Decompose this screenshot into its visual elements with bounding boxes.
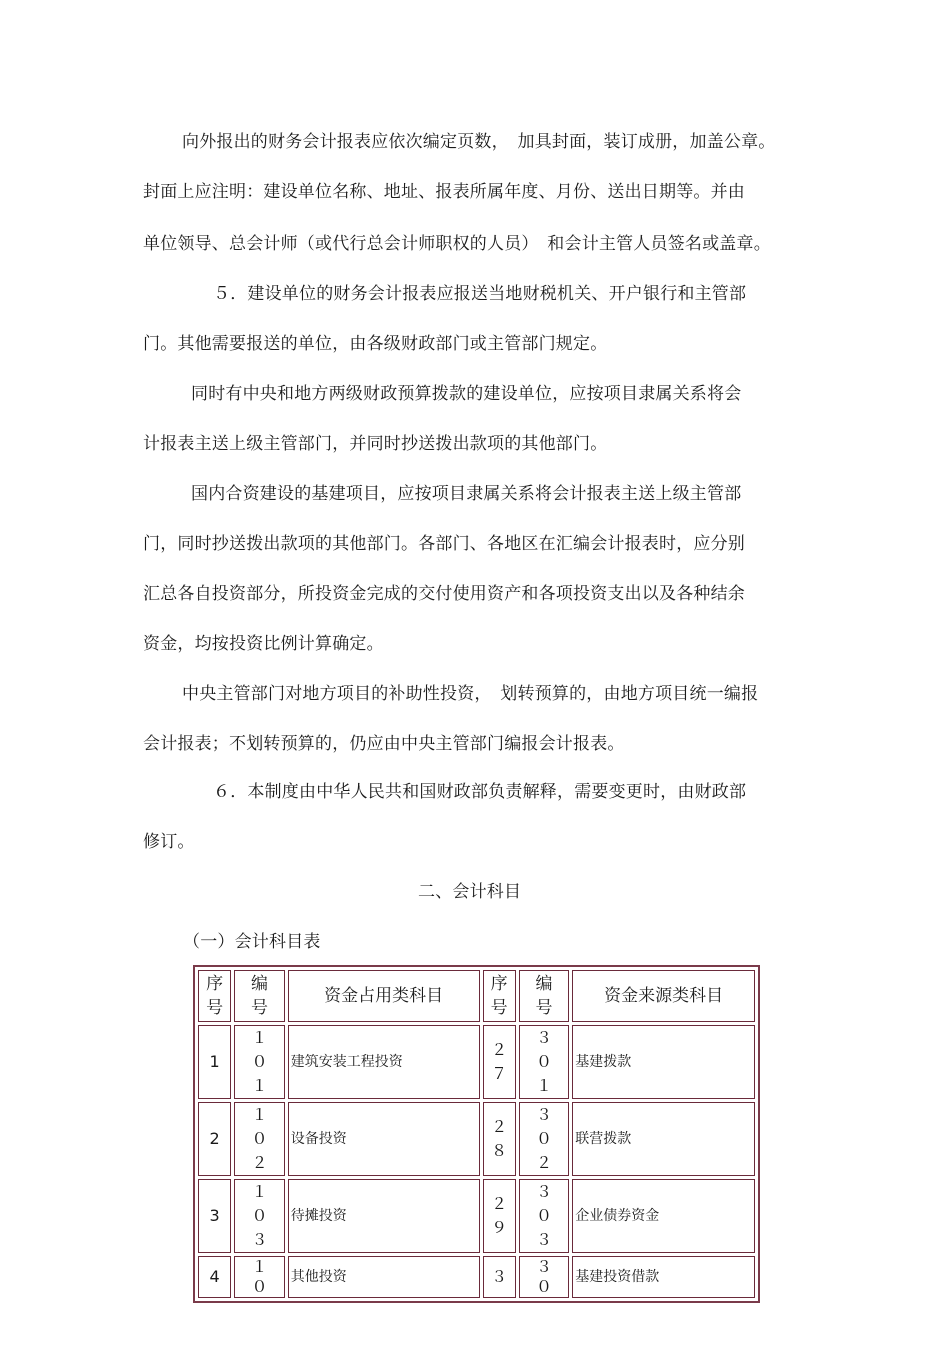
cell-seq: 1 <box>198 1025 231 1099</box>
cell-account-name: 联营拨款 <box>572 1102 755 1176</box>
cell-code: ３０ １ <box>519 1025 569 1099</box>
cell-account-name: 基建投资借款 <box>572 1256 755 1298</box>
cell-seq: ３ <box>483 1256 516 1298</box>
paragraph-line: 会计报表；不划转预算的，仍应由中央主管部门编报会计报表。 <box>143 734 625 754</box>
paragraph-line: 国内合资建设的基建项目，应按项目隶属关系将会计报表主送上级主管部 <box>191 484 742 504</box>
header-code: 编 号 <box>234 970 284 1022</box>
accounts-table <box>193 965 760 1303</box>
paragraph-line: 同时有中央和地方两级财政预算拨款的建设单位，应按项目隶属关系将会 <box>191 384 742 404</box>
paragraph-line: 修订。 <box>143 832 195 852</box>
paragraph-line: 向外报出的财务会计报表应依次编定页数， 加具封面，装订成册，加盖公章。 <box>182 132 776 152</box>
table-header-row <box>198 970 755 1022</box>
table-row <box>198 1179 755 1253</box>
cell-code: １０ １ <box>234 1025 284 1099</box>
subsection-title: （一）会计科目表 <box>183 932 321 952</box>
header-source-accounts: 资金来源类科目 <box>572 970 755 1022</box>
cell-code: ３０ ３ <box>519 1179 569 1253</box>
cell-seq: ２ ８ <box>483 1102 516 1176</box>
cell-account-name: 建筑安装工程投资 <box>288 1025 480 1099</box>
cell-account-name: 待摊投资 <box>288 1179 480 1253</box>
paragraph-line: 中央主管部门对地方项目的补助性投资， 划转预算的，由地方项目统一编报 <box>182 684 759 704</box>
cell-code: １０ ２ <box>234 1102 284 1176</box>
cell-seq: ２ ９ <box>483 1179 516 1253</box>
table-row <box>198 1025 755 1099</box>
paragraph-line: 单位领导、总会计师（或代行总会计师职权的人员） 和会计主管人员签名或盖章。 <box>143 234 771 254</box>
paragraph-line: 门。其他需要报送的单位，由各级财政部门或主管部门规定。 <box>143 334 608 354</box>
paragraph-line: 资金，均按投资比例计算确定。 <box>143 634 384 654</box>
cell-seq: ２ ７ <box>483 1025 516 1099</box>
cell-code: １０ <box>234 1256 284 1298</box>
header-code: 编 号 <box>519 970 569 1022</box>
table-row <box>198 1102 755 1176</box>
header-seq: 序 号 <box>483 970 516 1022</box>
paragraph-line: 门，同时抄送拨出款项的其他部门。各部门、各地区在汇编会计报表时，应分别 <box>143 534 745 554</box>
cell-code: １０ ３ <box>234 1179 284 1253</box>
cell-account-name: 其他投资 <box>288 1256 480 1298</box>
paragraph-line: 汇总各自投资部分，所投资金完成的交付使用资产和各项投资支出以及各种结余 <box>143 584 745 604</box>
header-seq: 序 号 <box>198 970 231 1022</box>
header-occupation-accounts: 资金占用类科目 <box>288 970 480 1022</box>
cell-account-name: 设备投资 <box>288 1102 480 1176</box>
paragraph-line: ５．建设单位的财务会计报表应报送当地财税机关、开户银行和主管部 <box>213 284 747 304</box>
cell-code: ３０ <box>519 1256 569 1298</box>
cell-code: ３０ ２ <box>519 1102 569 1176</box>
section-title: 二、会计科目 <box>418 882 522 902</box>
paragraph-line: 封面上应注明：建设单位名称、地址、报表所属年度、月份、送出日期等。并由 <box>143 182 745 202</box>
cell-seq: 3 <box>198 1179 231 1253</box>
paragraph-line: 计报表主送上级主管部门，并同时抄送拨出款项的其他部门。 <box>143 434 608 454</box>
cell-account-name: 企业债券资金 <box>572 1179 755 1253</box>
cell-account-name: 基建拨款 <box>572 1025 755 1099</box>
cell-seq: 2 <box>198 1102 231 1176</box>
paragraph-line: ６．本制度由中华人民共和国财政部负责解释，需要变更时，由财政部 <box>213 782 747 802</box>
table-row <box>198 1256 755 1298</box>
cell-seq: 4 <box>198 1256 231 1298</box>
